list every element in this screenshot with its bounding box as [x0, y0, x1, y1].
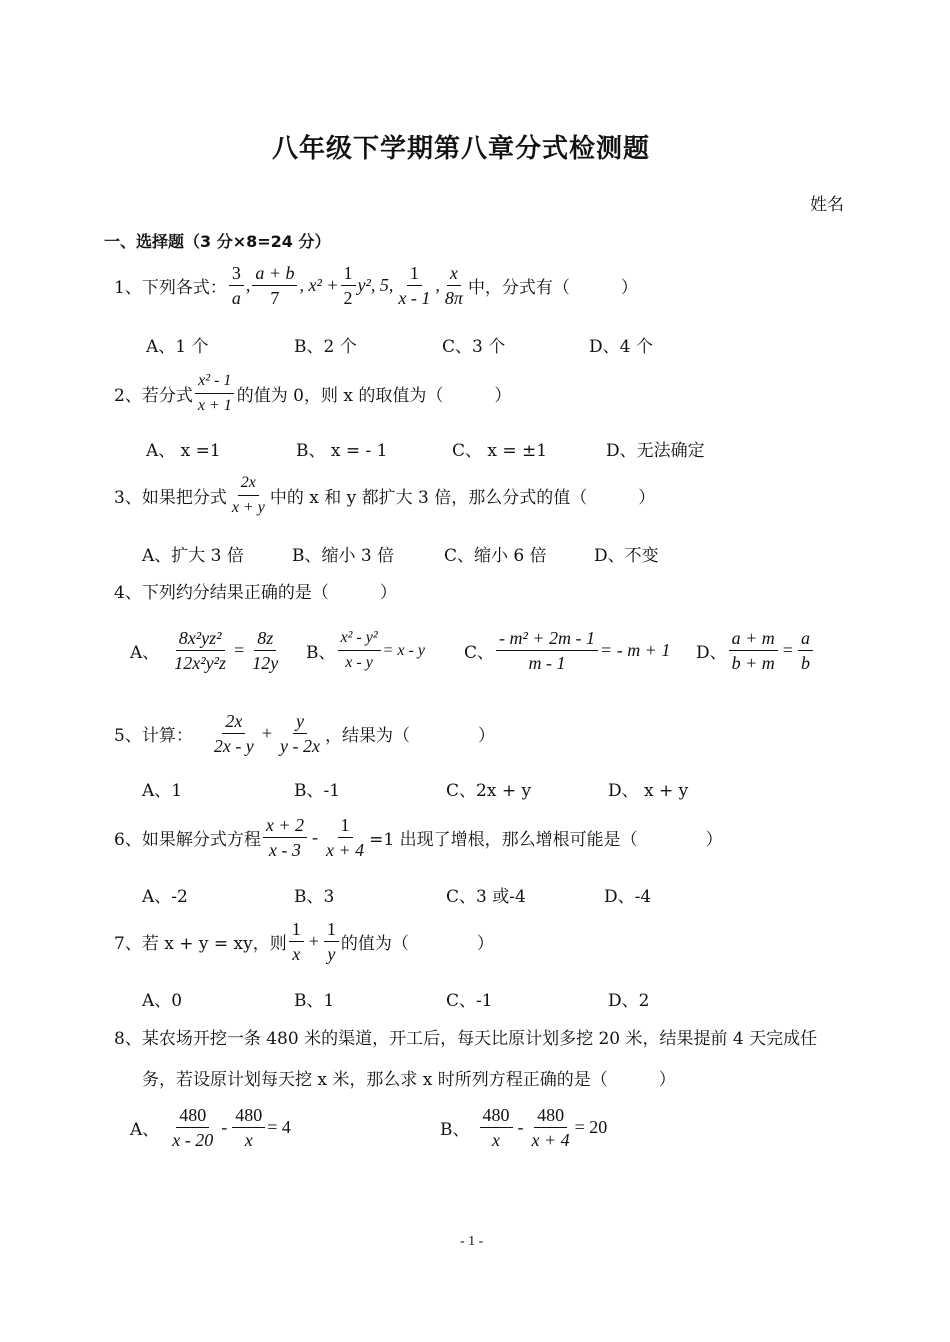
q7-option-c: C、-1	[446, 991, 493, 1011]
q1-fraction-5: $\frac{x}{8\pi}$	[444, 263, 463, 308]
q1-option-a: A、1 个	[146, 337, 209, 357]
question-6: 6、如果解分式方程 $\frac{x + 2}{x - 3}$ - $\frac{1}{x + 4}$ =1 出现了增根，那么增根可能是（ ）	[114, 815, 723, 860]
question-8-line-2: 务，若设原计划每天挖 x 米，那么求 x 时所列方程正确的是（ ）	[142, 1070, 676, 1090]
q3-option-c: C、缩小 6 倍	[444, 546, 547, 566]
q1-option-c: C、3 个	[442, 337, 506, 357]
q5-option-a: A、1	[142, 781, 183, 801]
page-number: - 1 -	[460, 1234, 484, 1249]
q2-option-a: A、 x =1	[146, 441, 221, 461]
q2-fraction: $\frac{\text{x² - 1}}{x + 1}$	[195, 370, 235, 417]
q1-fraction-1: $\frac{3}{a}$	[229, 262, 244, 309]
q3-option-a: A、扩大 3 倍	[142, 546, 244, 566]
q1-prefix: 1、下列各式：	[114, 278, 227, 298]
q7-option-d: D、2	[608, 991, 650, 1011]
question-4: 4、下列约分结果正确的是（ ）	[114, 583, 397, 603]
q1-fraction-4: $\frac{1}{x - 1}$	[398, 263, 431, 308]
q4-option-b: B、 $\frac{\text{x² - y²}}{x - y}$ = x - y	[306, 629, 425, 671]
q1-option-d: D、4 个	[589, 337, 653, 357]
q2-option-d: D、无法确定	[606, 441, 705, 461]
question-8-line-1: 8、某农场开挖一条 480 米的渠道，开工后，每天比原计划多挖 20 米，结果提前 4 天完成任	[114, 1029, 818, 1049]
q4-option-d: D、 $\frac{a + m}{b + m}$ = $\frac{a}{b}$	[696, 627, 815, 674]
q2-option-b: B、 x = - 1	[296, 441, 388, 461]
question-1: 1、下列各式： $\frac{3}{a}$ , $\frac{a + b}{7}$ , x² + $\frac{1}{2}$ y², 5, $\frac{1}{x - 1}$ , $\frac{x}{8\pi}$ 中，分式有（ ）	[114, 263, 638, 308]
q3-option-d: D、不变	[594, 546, 659, 566]
question-2: 2、若分式 $\frac{\text{x² - 1}}{x + 1}$ 的值为 0，则 x 的取值为（ ）	[114, 370, 511, 417]
q3-fraction: $\frac{2x}{x + y}$	[231, 474, 265, 516]
q3-option-b: B、缩小 3 倍	[292, 546, 395, 566]
q1-suffix: 中，分式有（ ）	[467, 278, 638, 298]
q4-option-c: C、 $\frac{\text{- m² + 2m - 1}}{m - 1}$ = - m + 1	[464, 628, 671, 673]
q5-option-d: D、 x + y	[608, 781, 689, 801]
q6-option-c: C、3 或-4	[446, 887, 526, 907]
q5-option-b: B、-1	[294, 781, 341, 801]
question-5: 5、计算： $\frac{2x}{2x - y}$ + $\frac{y}{y - 2x}$ ，结果为（ ）	[114, 711, 495, 756]
q6-option-b: B、3	[294, 887, 335, 907]
q8-option-b: B、 $\frac{480}{x}$ - $\frac{480}{x + 4}$ = 20	[440, 1105, 608, 1150]
name-label: 姓名	[810, 195, 844, 215]
q6-option-a: A、-2	[142, 887, 188, 907]
q7-option-b: B、1	[294, 991, 335, 1011]
q1-fraction-2: $\frac{a + b}{7}$	[252, 262, 297, 309]
section-heading: 一、选择题（3 分×8=24 分）	[104, 232, 331, 251]
q8-option-a: A、 $\frac{480}{x - 20}$ - $\frac{480}{x}$ = 4	[130, 1105, 291, 1150]
q2-option-c: C、 x = ±1	[452, 441, 548, 461]
q6-option-d: D、-4	[604, 887, 652, 907]
question-3: 3、如果把分式 $\frac{2x}{x + y}$ 中的 x 和 y 都扩大 3 倍，那么分式的值（ ）	[114, 472, 655, 519]
q1-fraction-3: $\frac{1}{2}$	[341, 262, 356, 309]
q1-option-b: B、2 个	[294, 337, 357, 357]
q7-option-a: A、0	[142, 991, 183, 1011]
q4-option-a: A、 $\frac{\text{8x²yz²}}{\text{12x²y²z}}$ = $\frac{8z}{12y}$	[130, 628, 279, 673]
q5-option-c: C、2x + y	[446, 781, 532, 801]
question-7: 7、若 x + y = xy，则 $\frac{1}{x}$ + $\frac{1}{y}$ 的值为（ ）	[114, 919, 494, 964]
page-title: 八年级下学期第八章分式检测题	[272, 134, 651, 164]
